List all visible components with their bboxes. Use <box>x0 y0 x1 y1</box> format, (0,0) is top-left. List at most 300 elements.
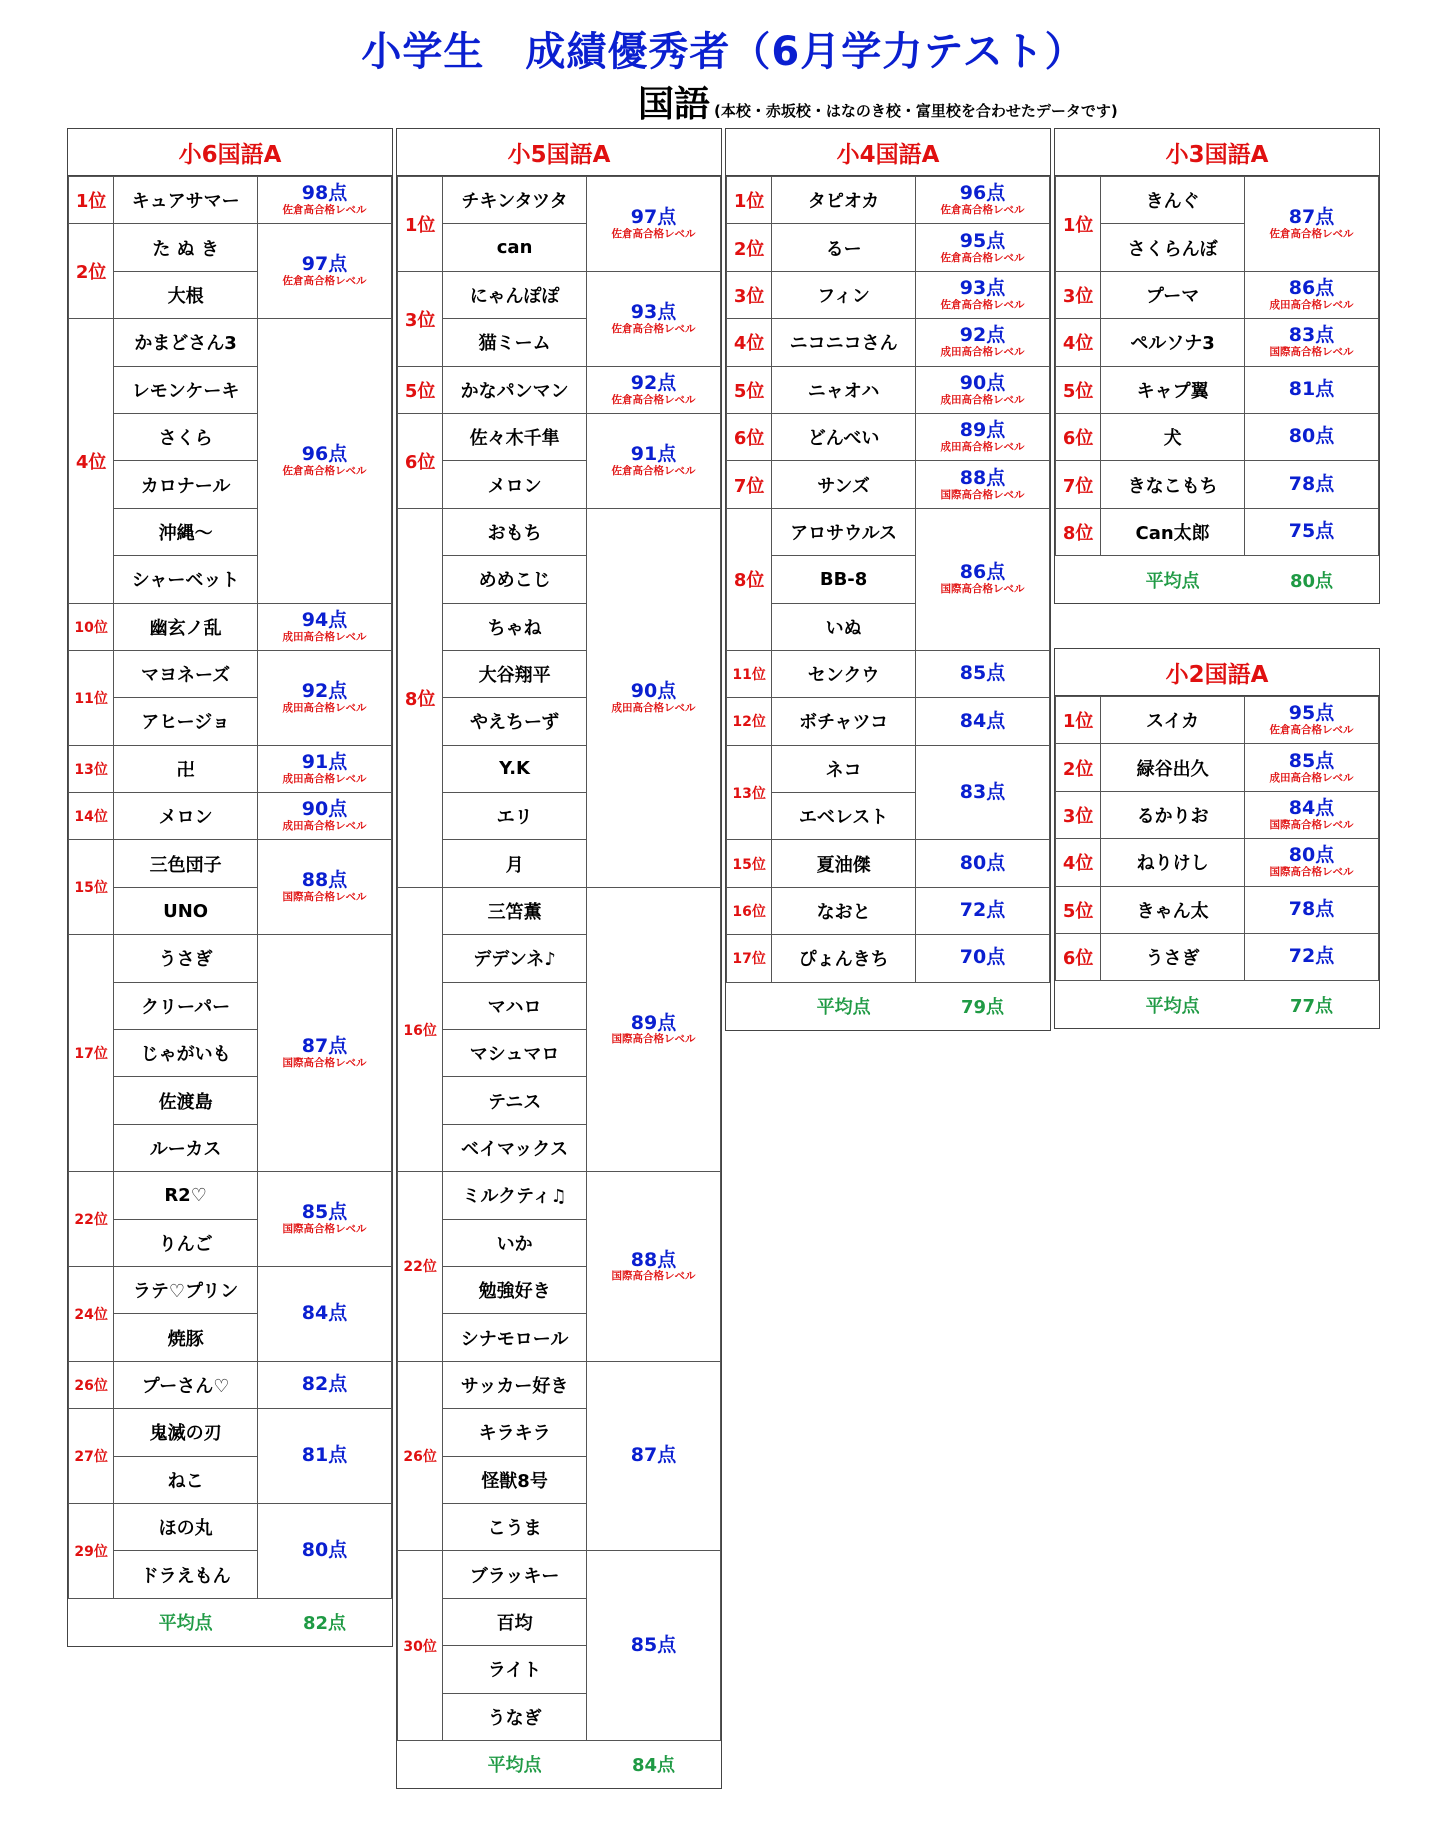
name-cell: ベイマックス <box>443 1124 587 1171</box>
page-title: 小学生 成績優秀者（6月学力テスト） <box>361 29 1086 75</box>
grade3-ranking-panel <box>1054 128 1380 604</box>
table-row <box>1056 697 1379 744</box>
score-value: 85点 <box>1288 749 1335 772</box>
score-cell <box>915 650 1049 697</box>
table-row <box>727 745 1050 792</box>
level-label: 佐倉高合格レベル <box>940 251 1025 264</box>
table-row <box>727 271 1050 318</box>
level-label: 国際高合格レベル <box>940 583 1025 596</box>
score-cell <box>1244 319 1378 366</box>
score-cell <box>915 840 1049 887</box>
rank-cell: 15位 <box>69 840 114 935</box>
table-row <box>727 461 1050 508</box>
score-cell <box>257 1266 391 1361</box>
table-row <box>727 840 1050 887</box>
average-spacer <box>727 982 772 1029</box>
rank-cell: 17位 <box>69 935 114 1172</box>
score-cell <box>915 745 1049 840</box>
score-cell <box>586 1172 720 1362</box>
name-cell: クリーパー <box>114 982 258 1029</box>
score-value: 80点 <box>1288 844 1335 867</box>
name-cell: R2♡ <box>114 1172 258 1219</box>
score-value: 92点 <box>630 371 677 394</box>
table-row <box>727 224 1050 271</box>
average-value: 77点 <box>1244 981 1378 1028</box>
score-cell <box>257 319 391 603</box>
score-cell <box>586 271 720 366</box>
table-row <box>727 413 1050 460</box>
table-row <box>1056 839 1379 886</box>
name-cell: ライト <box>443 1646 587 1693</box>
rank-cell: 27位 <box>69 1409 114 1504</box>
rank-cell: 5位 <box>1056 886 1101 933</box>
rank-cell: 11位 <box>69 650 114 745</box>
table-row <box>1056 319 1379 366</box>
rank-cell: 5位 <box>398 366 443 413</box>
score-cell <box>257 935 391 1172</box>
name-cell: 大根 <box>114 271 258 318</box>
score-value: 84点 <box>959 709 1006 732</box>
rank-cell: 22位 <box>398 1172 443 1362</box>
rank-cell: 17位 <box>727 935 772 982</box>
name-cell: ルーカス <box>114 1124 258 1171</box>
table-row <box>1056 366 1379 413</box>
score-cell <box>586 413 720 508</box>
table-row <box>398 1172 721 1219</box>
table-row <box>1056 461 1379 508</box>
rank-cell: 10位 <box>69 603 114 650</box>
table-row <box>1056 177 1379 224</box>
level-label: 成田高合格レベル <box>1269 771 1354 784</box>
name-cell: こうま <box>443 1503 587 1550</box>
score-cell <box>257 650 391 745</box>
panel-title: 小4国語A <box>726 129 1050 176</box>
name-cell: 緑谷出久 <box>1101 744 1245 791</box>
name-cell: マシュマロ <box>443 1030 587 1077</box>
table-row <box>1056 791 1379 838</box>
score-value: 80点 <box>1288 425 1335 448</box>
score-cell <box>257 793 391 840</box>
name-cell: 大谷翔平 <box>443 650 587 697</box>
name-cell: めめこじ <box>443 556 587 603</box>
average-spacer <box>1056 556 1101 603</box>
score-value: 82点 <box>301 1372 348 1395</box>
rank-cell: 16位 <box>398 887 443 1171</box>
score-value: 86点 <box>959 561 1006 584</box>
level-label: 成田高合格レベル <box>940 346 1025 359</box>
rank-cell: 6位 <box>1056 933 1101 980</box>
score-cell <box>915 319 1049 366</box>
level-label: 佐倉高合格レベル <box>611 322 696 335</box>
name-cell: 三色団子 <box>114 840 258 887</box>
score-value: 88点 <box>301 869 348 892</box>
rank-cell: 24位 <box>69 1266 114 1361</box>
name-cell: ボチャツコ <box>772 698 916 745</box>
table-row <box>69 1503 392 1550</box>
score-value: 80点 <box>959 851 1006 874</box>
table-row <box>69 177 392 224</box>
level-label: 成田高合格レベル <box>282 630 367 643</box>
score-value: 97点 <box>301 253 348 276</box>
ranking-table <box>726 176 1050 1030</box>
average-spacer <box>398 1740 443 1787</box>
score-cell <box>586 1361 720 1551</box>
name-cell: ねりけし <box>1101 839 1245 886</box>
rank-cell: 22位 <box>69 1172 114 1267</box>
level-label: 成田高合格レベル <box>282 820 367 833</box>
score-value: 84点 <box>1288 797 1335 819</box>
table-row <box>69 840 392 887</box>
score-cell <box>586 366 720 413</box>
rank-cell: 13位 <box>69 745 114 792</box>
score-value: 81点 <box>1288 377 1335 400</box>
name-cell: ミルクティ♫ <box>443 1172 587 1219</box>
name-cell: いぬ <box>772 603 916 650</box>
rank-cell: 12位 <box>727 698 772 745</box>
name-cell: サンズ <box>772 461 916 508</box>
name-cell: ニコニコさん <box>772 319 916 366</box>
score-cell <box>257 1409 391 1504</box>
table-row <box>69 319 392 366</box>
rank-cell: 3位 <box>727 271 772 318</box>
name-cell: いか <box>443 1219 587 1266</box>
name-cell: 勉強好き <box>443 1266 587 1313</box>
name-cell: Can太郎 <box>1101 508 1245 555</box>
name-cell: かまどさん3 <box>114 319 258 366</box>
score-value: 83点 <box>959 780 1006 803</box>
table-row <box>69 1409 392 1456</box>
score-value: 95点 <box>959 229 1006 252</box>
score-value: 78点 <box>1288 472 1335 495</box>
name-cell: きなこもち <box>1101 461 1245 508</box>
name-cell: マハロ <box>443 982 587 1029</box>
panel-title: 小5国語A <box>397 129 721 176</box>
rank-cell: 6位 <box>727 413 772 460</box>
name-cell: うさぎ <box>114 935 258 982</box>
score-value: 96点 <box>301 442 348 465</box>
rank-cell: 6位 <box>398 413 443 508</box>
name-cell: ペルソナ3 <box>1101 319 1245 366</box>
score-cell <box>915 935 1049 982</box>
table-row <box>727 698 1050 745</box>
rank-cell: 11位 <box>727 650 772 697</box>
rank-cell: 1位 <box>1056 177 1101 272</box>
score-cell <box>257 603 391 650</box>
score-value: 88点 <box>959 466 1006 489</box>
score-value: 72点 <box>1288 945 1335 968</box>
level-label: 成田高合格レベル <box>940 441 1025 454</box>
table-row <box>69 1361 392 1408</box>
name-cell: おもち <box>443 508 587 555</box>
rank-cell: 4位 <box>69 319 114 603</box>
rank-cell: 1位 <box>398 177 443 272</box>
name-cell: 猫ミーム <box>443 319 587 366</box>
name-cell: プーさん♡ <box>114 1361 258 1408</box>
score-cell <box>1244 177 1378 272</box>
rank-cell: 1位 <box>1056 697 1101 744</box>
name-cell: なおと <box>772 887 916 934</box>
level-label: 国際高合格レベル <box>1269 346 1354 359</box>
average-row <box>398 1740 721 1787</box>
name-cell: シナモロール <box>443 1314 587 1361</box>
rank-cell: 14位 <box>69 793 114 840</box>
name-cell: メロン <box>443 461 587 508</box>
average-row <box>1056 556 1379 603</box>
rank-cell: 5位 <box>1056 366 1101 413</box>
grade6-ranking-panel <box>67 128 393 1647</box>
table-row <box>1056 508 1379 555</box>
name-cell: ちゃね <box>443 603 587 650</box>
name-cell: さくらんぼ <box>1101 224 1245 271</box>
name-cell: エリ <box>443 793 587 840</box>
name-cell: りんご <box>114 1219 258 1266</box>
name-cell: アロサウルス <box>772 508 916 555</box>
level-label: 国際高合格レベル <box>282 1223 367 1236</box>
score-value: 83点 <box>1288 324 1335 347</box>
level-label: 佐倉高合格レベル <box>1269 724 1354 737</box>
score-cell <box>915 461 1049 508</box>
table-row <box>727 319 1050 366</box>
name-cell: ぴょんきち <box>772 935 916 982</box>
name-cell: マヨネーズ <box>114 650 258 697</box>
name-cell: キラキラ <box>443 1409 587 1456</box>
average-label: 平均点 <box>1101 981 1245 1028</box>
name-cell: 怪獣8号 <box>443 1456 587 1503</box>
average-label: 平均点 <box>772 982 916 1029</box>
rank-cell: 29位 <box>69 1503 114 1598</box>
level-label: 国際高合格レベル <box>1269 866 1354 879</box>
panel-title: 小2国語A <box>1055 649 1379 696</box>
average-label: 平均点 <box>114 1598 258 1645</box>
rank-cell: 3位 <box>398 271 443 366</box>
rank-cell: 4位 <box>727 319 772 366</box>
name-cell: るー <box>772 224 916 271</box>
table-row <box>727 650 1050 697</box>
table-row <box>69 1172 392 1219</box>
rank-cell: 3位 <box>1056 271 1101 318</box>
rank-cell: 1位 <box>727 177 772 224</box>
rank-cell: 2位 <box>727 224 772 271</box>
score-value: 94点 <box>301 608 348 631</box>
average-label: 平均点 <box>443 1740 587 1787</box>
rank-cell: 6位 <box>1056 413 1101 460</box>
score-cell <box>257 224 391 319</box>
level-label: 国際高合格レベル <box>611 1033 696 1046</box>
score-value: 78点 <box>1288 897 1335 920</box>
name-cell: きゃん太 <box>1101 886 1245 933</box>
level-label: 佐倉高合格レベル <box>282 204 367 217</box>
name-cell: じゃがいも <box>114 1030 258 1077</box>
name-cell: るかりお <box>1101 791 1245 838</box>
name-cell: キャプ翼 <box>1101 366 1245 413</box>
average-row <box>727 982 1050 1029</box>
name-cell: うさぎ <box>1101 933 1245 980</box>
table-row <box>727 935 1050 982</box>
grade5-ranking-panel <box>396 128 722 1789</box>
ranking-table <box>397 176 721 1788</box>
score-value: 93点 <box>959 277 1006 299</box>
name-cell: BB-8 <box>772 556 916 603</box>
table-row <box>398 508 721 555</box>
name-cell: アヒージョ <box>114 698 258 745</box>
score-value: 92点 <box>301 679 348 702</box>
score-cell <box>257 1503 391 1598</box>
score-cell <box>257 1361 391 1408</box>
rank-cell: 4位 <box>1056 319 1101 366</box>
level-label: 成田高合格レベル <box>611 701 696 714</box>
score-value: 92点 <box>959 324 1006 347</box>
average-row <box>69 1598 392 1645</box>
subject-label: 国語 <box>638 84 711 125</box>
average-spacer <box>1056 981 1101 1028</box>
score-cell <box>1244 413 1378 460</box>
score-value: 91点 <box>630 442 677 465</box>
score-value: 88点 <box>630 1248 677 1271</box>
rank-cell: 16位 <box>727 887 772 934</box>
rank-cell: 13位 <box>727 745 772 840</box>
score-value: 93点 <box>630 300 677 323</box>
score-cell <box>586 508 720 887</box>
score-value: 90点 <box>959 371 1006 394</box>
level-label: 国際高合格レベル <box>611 1270 696 1283</box>
name-cell: にゃんぽぽ <box>443 271 587 318</box>
score-value: 86点 <box>1288 277 1335 299</box>
score-cell <box>915 413 1049 460</box>
panel-title: 小3国語A <box>1055 129 1379 176</box>
rank-cell: 26位 <box>69 1361 114 1408</box>
table-row <box>69 745 392 792</box>
grade4-ranking-panel <box>725 128 1051 1031</box>
table-row <box>1056 413 1379 460</box>
table-row <box>398 366 721 413</box>
score-cell <box>586 1551 720 1741</box>
level-label: 国際高合格レベル <box>1269 818 1354 831</box>
rank-cell: 1位 <box>69 177 114 224</box>
table-row <box>398 271 721 318</box>
score-value: 87点 <box>630 1444 677 1467</box>
level-label: 佐倉高合格レベル <box>611 464 696 477</box>
average-value: 79点 <box>915 982 1049 1029</box>
score-cell <box>1244 791 1378 838</box>
level-label: 国際高合格レベル <box>940 488 1025 501</box>
name-cell: チキンタツタ <box>443 177 587 224</box>
name-cell: ブラッキー <box>443 1551 587 1598</box>
name-cell: 幽玄ノ乱 <box>114 603 258 650</box>
name-cell: ドラえもん <box>114 1551 258 1598</box>
name-cell: シャーベット <box>114 556 258 603</box>
name-cell: カロナール <box>114 461 258 508</box>
score-value: 87点 <box>1288 205 1335 228</box>
rank-cell: 4位 <box>1056 839 1101 886</box>
name-cell: デデンネ♪ <box>443 935 587 982</box>
table-row <box>69 224 392 271</box>
score-cell <box>257 840 391 935</box>
name-cell: プーマ <box>1101 271 1245 318</box>
score-cell <box>915 271 1049 318</box>
score-cell <box>257 177 391 224</box>
name-cell: ラテ♡プリン <box>114 1266 258 1313</box>
score-value: 97点 <box>630 205 677 228</box>
name-cell: Y.K <box>443 745 587 792</box>
table-row <box>727 508 1050 555</box>
rank-cell: 26位 <box>398 1361 443 1551</box>
score-cell <box>915 698 1049 745</box>
name-cell: レモンケーキ <box>114 366 258 413</box>
level-label: 成田高合格レベル <box>1269 298 1354 311</box>
level-label: 成田高合格レベル <box>940 393 1025 406</box>
name-cell: 夏油傑 <box>772 840 916 887</box>
subject-heading <box>638 76 1118 127</box>
name-cell: 卍 <box>114 745 258 792</box>
name-cell: サッカー好き <box>443 1361 587 1408</box>
score-value: 85点 <box>959 662 1006 685</box>
rank-cell: 7位 <box>1056 461 1101 508</box>
score-cell <box>1244 744 1378 791</box>
name-cell: 佐々木千隼 <box>443 413 587 460</box>
average-label: 平均点 <box>1101 556 1245 603</box>
score-value: 89点 <box>959 419 1006 442</box>
name-cell: ネコ <box>772 745 916 792</box>
subject-note: (本校・赤坂校・はなのき校・富里校を合わせたデータです) <box>714 102 1118 120</box>
name-cell: ねこ <box>114 1456 258 1503</box>
score-cell <box>257 745 391 792</box>
rank-cell: 2位 <box>1056 744 1101 791</box>
table-row <box>398 1361 721 1408</box>
ranking-table <box>1055 696 1379 1028</box>
name-cell: 鬼滅の刃 <box>114 1409 258 1456</box>
name-cell: うなぎ <box>443 1693 587 1740</box>
score-value: 81点 <box>301 1444 348 1467</box>
rank-cell: 8位 <box>727 508 772 650</box>
name-cell: メロン <box>114 793 258 840</box>
score-value: 72点 <box>959 899 1006 922</box>
name-cell: 百均 <box>443 1598 587 1645</box>
level-label: 佐倉高合格レベル <box>282 275 367 288</box>
table-row <box>1056 933 1379 980</box>
average-value: 80点 <box>1244 556 1378 603</box>
table-row <box>727 177 1050 224</box>
table-row <box>398 177 721 224</box>
name-cell: タピオカ <box>772 177 916 224</box>
rank-cell: 3位 <box>1056 791 1101 838</box>
level-label: 佐倉高合格レベル <box>1269 227 1354 240</box>
score-cell <box>1244 271 1378 318</box>
table-row <box>69 1266 392 1313</box>
score-value: 70点 <box>959 946 1006 969</box>
name-cell: 三笘薫 <box>443 887 587 934</box>
score-cell <box>586 887 720 1171</box>
name-cell: た ぬ き <box>114 224 258 271</box>
table-row <box>727 887 1050 934</box>
score-value: 90点 <box>301 798 348 821</box>
table-row <box>69 650 392 697</box>
level-label: 佐倉高合格レベル <box>282 464 367 477</box>
level-label: 佐倉高合格レベル <box>940 298 1025 311</box>
name-cell: エベレスト <box>772 793 916 840</box>
score-value: 84点 <box>301 1301 348 1324</box>
rank-cell: 5位 <box>727 366 772 413</box>
score-cell <box>915 508 1049 650</box>
score-cell <box>586 177 720 272</box>
score-cell <box>1244 366 1378 413</box>
rank-cell: 8位 <box>398 508 443 887</box>
table-row <box>1056 886 1379 933</box>
rank-cell: 7位 <box>727 461 772 508</box>
rank-cell: 30位 <box>398 1551 443 1741</box>
table-row <box>398 1551 721 1598</box>
score-cell <box>915 887 1049 934</box>
grade2-ranking-panel <box>1054 648 1380 1029</box>
